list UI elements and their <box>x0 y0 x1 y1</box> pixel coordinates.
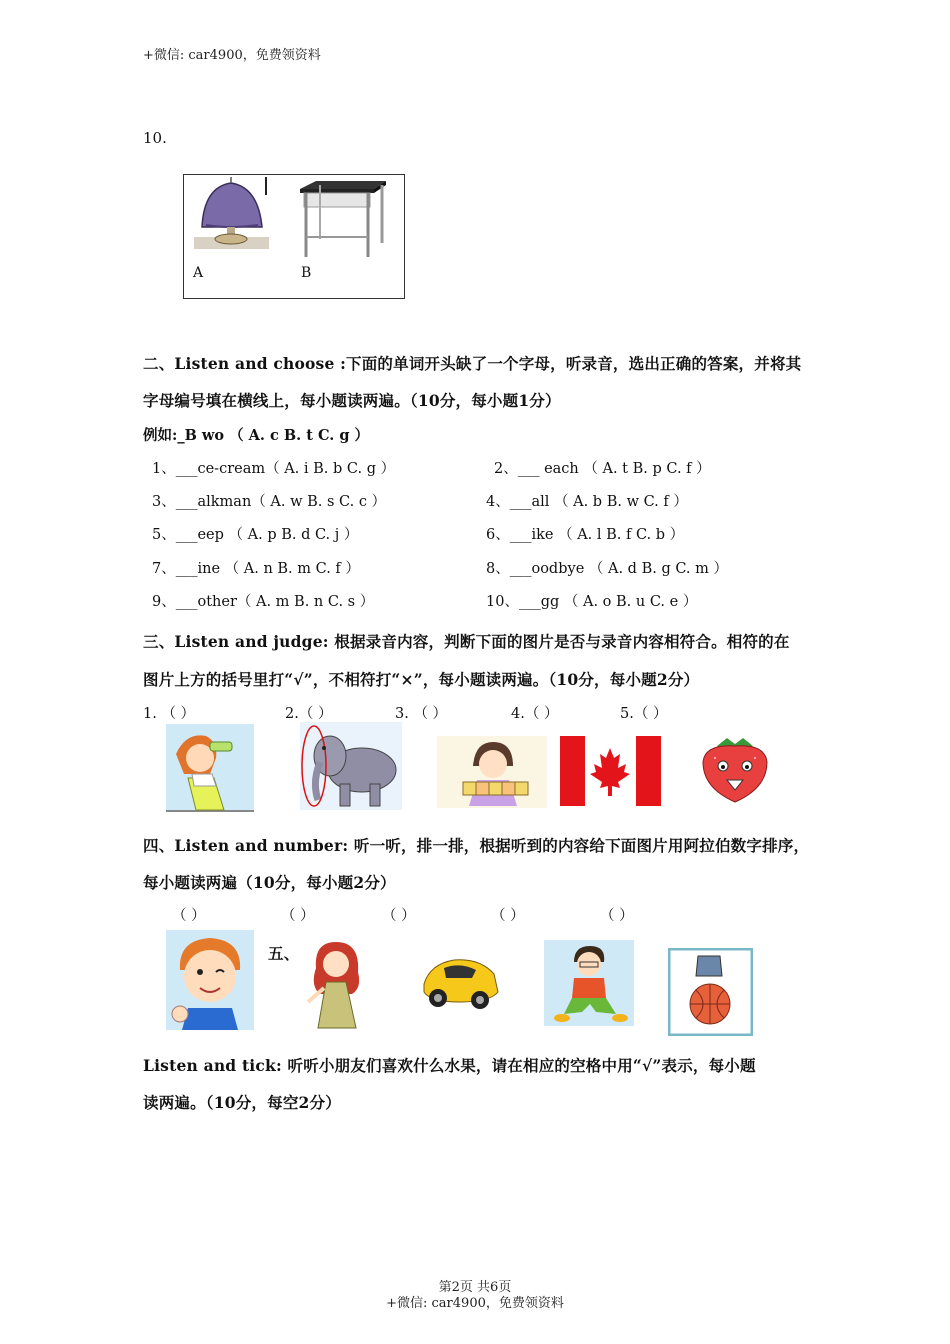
s4-bracket-5: （ ） <box>600 908 634 924</box>
s2-item-8: 8、___oodbye （ A. d B. g C. m ） <box>486 561 728 577</box>
s3-bracket-1: 1. （ ） <box>143 706 196 722</box>
s4-bracket-3: （ ） <box>382 908 416 924</box>
question-10-number: 10. <box>143 129 167 147</box>
section-2-title-line1: 二、Listen and choose :下面的单词开头缺了一个字母，听录音，选出正确的答案，并将其 <box>143 354 802 373</box>
section-2-title-line2: 字母编号填在横线上，每小题读两遍。（10分，每小题1分） <box>143 391 561 410</box>
s2-item-10: 10、___gg （ A. o B. u C. e ） <box>486 594 698 610</box>
option-a-label: A <box>193 265 204 281</box>
s2-item-7: 7、___ine （ A. n B. m C. f ） <box>152 561 360 577</box>
boy-walking-image <box>544 940 634 1026</box>
section-5-title-line2: 读两遍。（10分，每空2分） <box>143 1093 341 1112</box>
desk-image <box>296 179 388 259</box>
s2-item-9: 9、___other（ A. m B. n C. s ） <box>152 594 375 610</box>
page-number: 第2页 共6页 <box>438 1280 512 1295</box>
s4-bracket-2: （ ） <box>281 908 315 924</box>
lamp-image <box>194 177 269 249</box>
s3-bracket-2: 2.（ ） <box>285 706 333 722</box>
yellow-car-image <box>420 944 500 1014</box>
elephant-image <box>300 722 402 810</box>
divider-mark <box>265 177 267 195</box>
s4-bracket-4: （ ） <box>491 908 525 924</box>
option-b-label: B <box>301 265 312 281</box>
strawberry-face-image <box>695 736 775 804</box>
s3-bracket-4: 4.（ ） <box>511 706 559 722</box>
s2-item-5: 5、___eep （ A. p B. d C. j ） <box>152 527 359 543</box>
s3-bracket-5: 5.（ ） <box>620 706 668 722</box>
question-10-image-box <box>183 174 405 299</box>
girl-with-abc-blocks-image <box>437 736 547 808</box>
s4-bracket-1: （ ） <box>172 908 206 924</box>
girl-in-dress-image <box>300 938 372 1030</box>
page-header: +微信: car4900，免费领资料 <box>143 48 321 63</box>
section-4-title-line1: 四、Listen and number: 听一听，排一排，根据听到的内容给下面图片用阿拉伯数字排序， <box>143 836 810 855</box>
s2-item-3: 3、___alkman（ A. w B. s C. c ） <box>152 494 387 510</box>
canada-flag-image <box>560 736 661 806</box>
basketball-bag-image <box>668 948 753 1036</box>
section-5-label: 五、 <box>268 944 300 963</box>
section-2-example: 例如:_B wo （ A. c B. t C. g ） <box>143 427 370 444</box>
page-footer: +微信: car4900，免费领资料 <box>386 1296 564 1311</box>
section-3-title-line1: 三、Listen and judge: 根据录音内容，判断下面的图片是否与录音内容相符合。相符的在 <box>143 632 790 651</box>
s3-bracket-3: 3. （ ） <box>395 706 448 722</box>
girl-drinking-image <box>166 724 254 812</box>
section-4-title-line2: 每小题读两遍（10分，每小题2分） <box>143 873 396 892</box>
section-5-title-line1: Listen and tick: 听听小朋友们喜欢什么水果，请在相应的空格中用“√”表示，每小题 <box>143 1056 756 1075</box>
s2-item-2: 2、___ each （ A. t B. p C. f ） <box>494 461 711 477</box>
section-3-title-line2: 图片上方的括号里打“√”，不相符打“×”，每小题读两遍。（10分，每小题2分） <box>143 670 700 689</box>
s2-item-6: 6、___ike （ A. l B. f C. b ） <box>486 527 685 543</box>
boy-ok-sign-image <box>166 930 254 1030</box>
s2-item-1: 1、___ce-cream（ A. i B. b C. g ） <box>152 461 396 477</box>
s2-item-4: 4、___all （ A. b B. w C. f ） <box>486 494 688 510</box>
